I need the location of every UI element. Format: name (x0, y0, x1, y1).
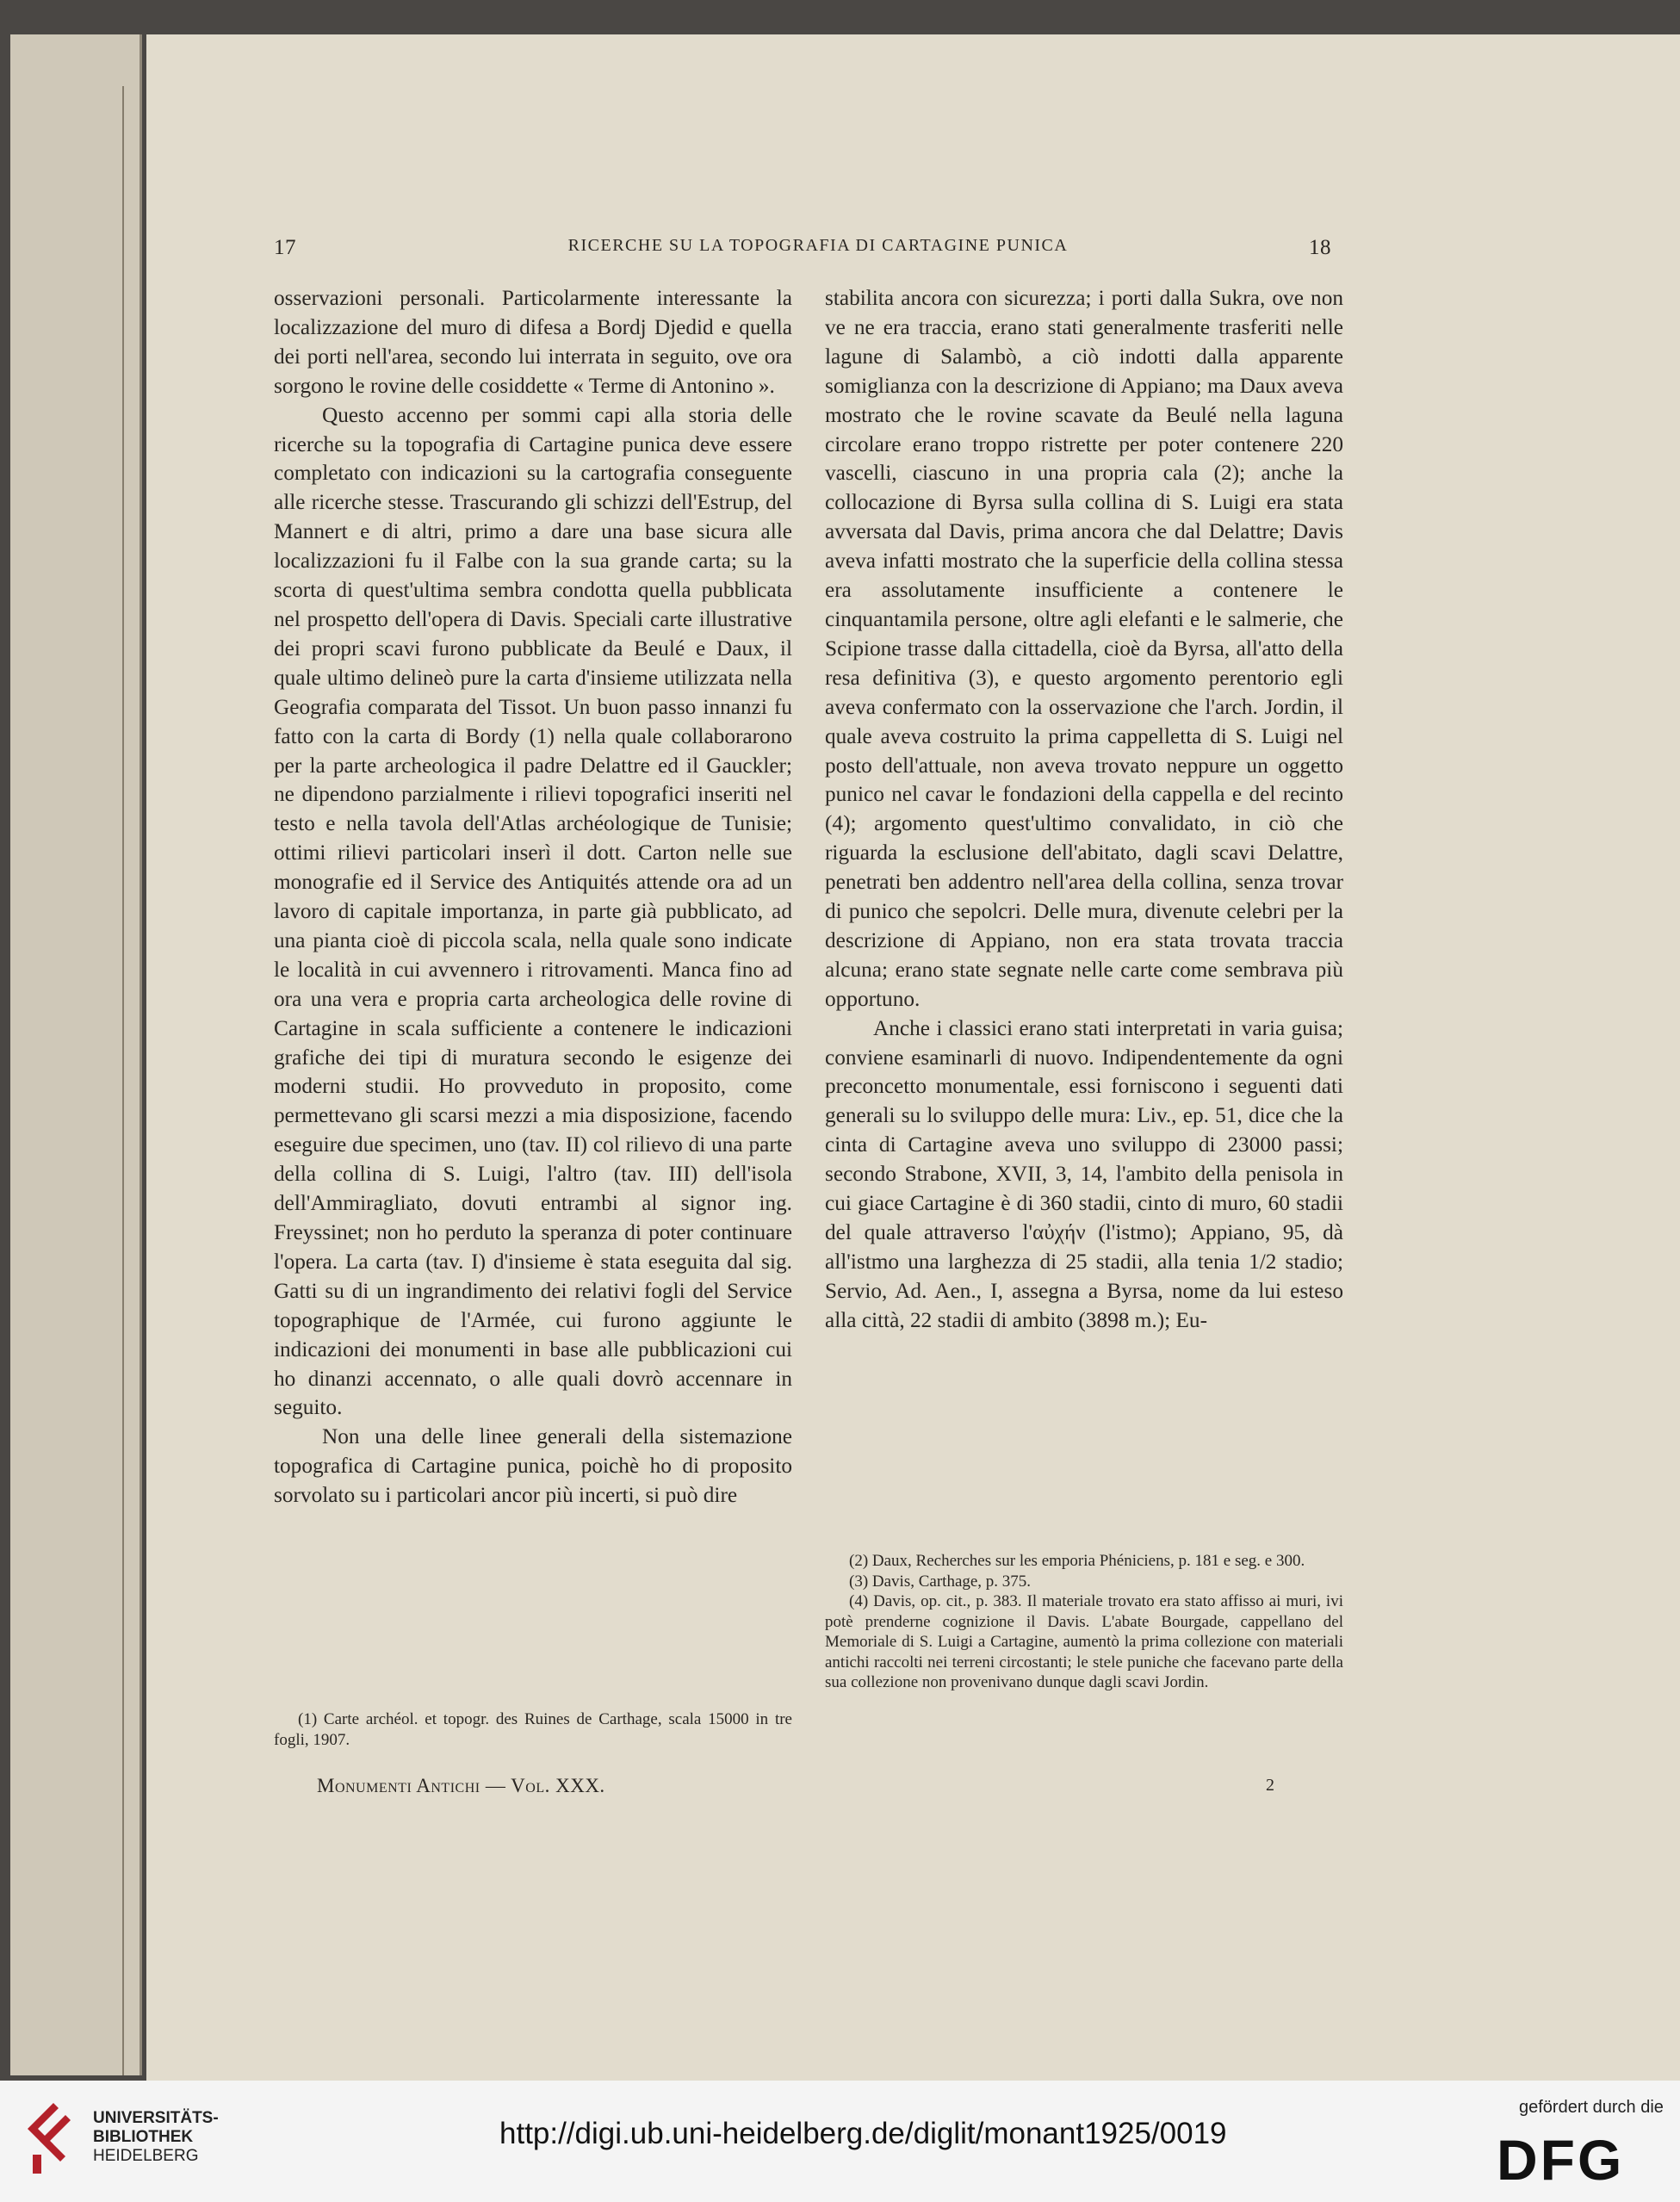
sponsor-label: gefördert durch die (1519, 2098, 1664, 2117)
left-page-edge (10, 34, 142, 2075)
signature-mark: 2 (1266, 1776, 1274, 1795)
paragraph: Questo accenno per sommi capi alla storia delle ricerche su la topografia di Cartagine punica deve essere completato con indicazioni su la cartografia conseguente alle ricerche stesse. Trascurando gli schizzi dell'Estrup, del Mannert e di altri, primo a dare una base sicura alle localizzazioni fu il Falbe con la sua grande carta; su la scorta di quest'ultima sembra condotta quella pubblicata nel prospetto dell'opera di Davis. Speciali carte illustrative dei propri scavi furono pubblicate da Beulé e Daux, il quale ultimo delineò pure la carta d'insieme utilizzata nella Geografia comparata del Tissot. Un buon passo innanzi fu fatto con la carta di Bordy (1) nella quale collaborarono per la parte archeologica il padre Delattre ed il Gauckler; ne dipendono parzialmente i rilievi topografici inseriti nel testo e nella tavola dell'Atlas archéologique de Tunisie; ottimi rilievi particolari inserì il dott. Carton nelle sue monografie ed il Service des Antiquités attende ora ad un lavoro di capitale importanza, in parte già pubblicato, ad una pianta cioè di piccola scala, nella quale sono indicate le località in cui avvennero i ritrovamenti. Manca fino ad ora una vera e propria carta archeologica delle rovine di Cartagine in scala sufficiente a contenere le indicazioni grafiche dei tipi di muratura secondo le esigenze dei moderni studii. Ho provveduto in proposito, come permettevano gli scarsi mezzi a mia disposizione, facendo eseguire due specimen, uno (tav. II) col rilievo di una parte della collina di S. Luigi, l'altro (tav. III) dell'isola dell'Ammiragliato, dovuti entrambi al signor ing. Freyssinet; non ho perduto la speranza di poter continuare l'opera. La carta (tav. I) d'insieme è stata eseguita dal sig. Gatti su di un ingrandimento dei relativi fogli del Service topographique de l'Armée, cui furono aggiunte le indicazioni dei monumenti in base alle pubblicazioni cui ho dinanzi accennato, o alle quali dovrò accennare in seguito. (274, 402, 792, 1420)
paragraph: Anche i classici erano stati interpretati in varia guisa; conviene esaminarli di nuovo. Indipendentemente da ogni preconcetto monumentale, essi forniscono i seguenti dati generali su lo sviluppo delle mura: Liv., ep. 51, dice che la cinta di Cartagine aveva uno sviluppo di 23000 passi; secondo Strabone, XVII, 3, 14, l'ambito della penisola in cui giace Cartagine è di 360 stadii, cinto di muro, 60 stadii del quale attraverso l'αὐχήν (l'istmo); Appiano, 95, dà all'istmo una larghezza di 25 stadii, alla tenia 1/2 stadio; Servio, Ad. Aen., I, assegna a Byrsa, nome da lui esteso alla città, 22 stadii di ambito (3898 m.); Eu- (825, 1015, 1343, 1332)
paragraph: osservazioni personali. Particolarmente interessante la localizzazione del muro di difesa a Bordj Djedid e quella dei porti nell'area, secondo lui interrata in seguito, ove ora sorgono le rovine delle cosiddette « Terme di Antonino ». (274, 286, 792, 398)
footnotes-left (274, 1709, 792, 1750)
dfg-logo[interactable]: DFG (1497, 2128, 1625, 2192)
footnotes-right (825, 1551, 1343, 1693)
institution-line: UNIVERSITÄTS- (93, 2109, 219, 2127)
left-text-column (274, 284, 792, 1510)
footnote: (1) Carte archéol. et topogr. des Ruines de Carthage, scala 15000 in tre fogli, 1907. (274, 1710, 792, 1749)
institution-name (93, 2109, 219, 2166)
footnote: (2) Daux, Recherches sur les emporia Phéniciens, p. 181 e seg. e 300. (849, 1552, 1305, 1570)
page-edge-line (122, 86, 124, 2075)
running-title: RICERCHE SU LA TOPOGRAFIA DI CARTAGINE PUNICA (567, 236, 1069, 255)
institution-line: HEIDELBERG (93, 2147, 199, 2165)
footnote: (4) Davis, op. cit., p. 383. Il materiale trovato era stato affisso ai muri, ivi potè prenderne cognizione il Davis. L'abate Bourgade, cappellano del Memoriale di S. Luigi a Cartagine, aumentò la prima collezione con materiali antichi raccolti nei terreni circostanti; le stele puniche che facevano parte della sua collezione non provenivano dunque dagli scavi Jordin. (825, 1592, 1343, 1691)
institution-line: BIBLIOTHEK (93, 2128, 194, 2146)
paragraph: stabilita ancora con sicurezza; i porti dalla Sukra, ove non ve ne era traccia, erano stati generalmente trasferiti nelle lagune di Salambò, a ciò indotti dalla apparente somiglianza con la descrizione di Appiano; ma Daux aveva mostrato che le rovine scavate da Beulé nella laguna circolare erano troppo ristrette per poter contenere 220 vascelli, ciascuno in una propria cala (2); anche la collocazione di Byrsa sulla collina di S. Luigi era stata avversata dal Davis, prima ancora che dal Delattre; Davis aveva infatti mostrato che la superficie della collina stessa era assolutamente insufficiente a contenere le cinquantamila persone, oltre agli elefanti e le salmerie, che Scipione trasse dalla cittadella, cioè da Byrsa, all'atto della resa definitiva (3), e questo argomento perentorio egli aveva confermato con la osservazione che l'arch. Jordin, il quale aveva costruito la prima cappelletta di S. Luigi nel posto dell'attuale, non aveva trovato neppure un oggetto punico nel cavar le fondazioni della cappella e del recinto (4); argomento quest'ultimo convalidato, in ciò che riguarda la esclusione dell'abitato, dagli scavi Delattre, penetrati ben addentro nell'area della collina, senza trovar di punico che sepolcri. Delle mura, divenute celebri per la descrizione di Appiano, non era stata trovata traccia alcuna; erano state segnate nelle carte come sembrava più opportuno. (825, 286, 1343, 1011)
right-text-column (825, 284, 1343, 1336)
permalink-url[interactable]: http://digi.ub.uni-heidelberg.de/diglit/monant1925/0019 (499, 2117, 1227, 2150)
paragraph: Non una delle linee generali della sistemazione topografica di Cartagine punica, poichè ho di proposito sorvolato su i particolari ancor più incerti, si può dire (274, 1424, 792, 1508)
journal-footer: Monumenti Antichi — Vol. XXX. (317, 1775, 605, 1796)
footnote: (3) Davis, Carthage, p. 375. (849, 1572, 1032, 1591)
heidelberg-library-logo-icon[interactable] (19, 2094, 88, 2180)
page-number-right: 18 (1309, 236, 1331, 259)
page-number-left: 17 (274, 236, 296, 259)
